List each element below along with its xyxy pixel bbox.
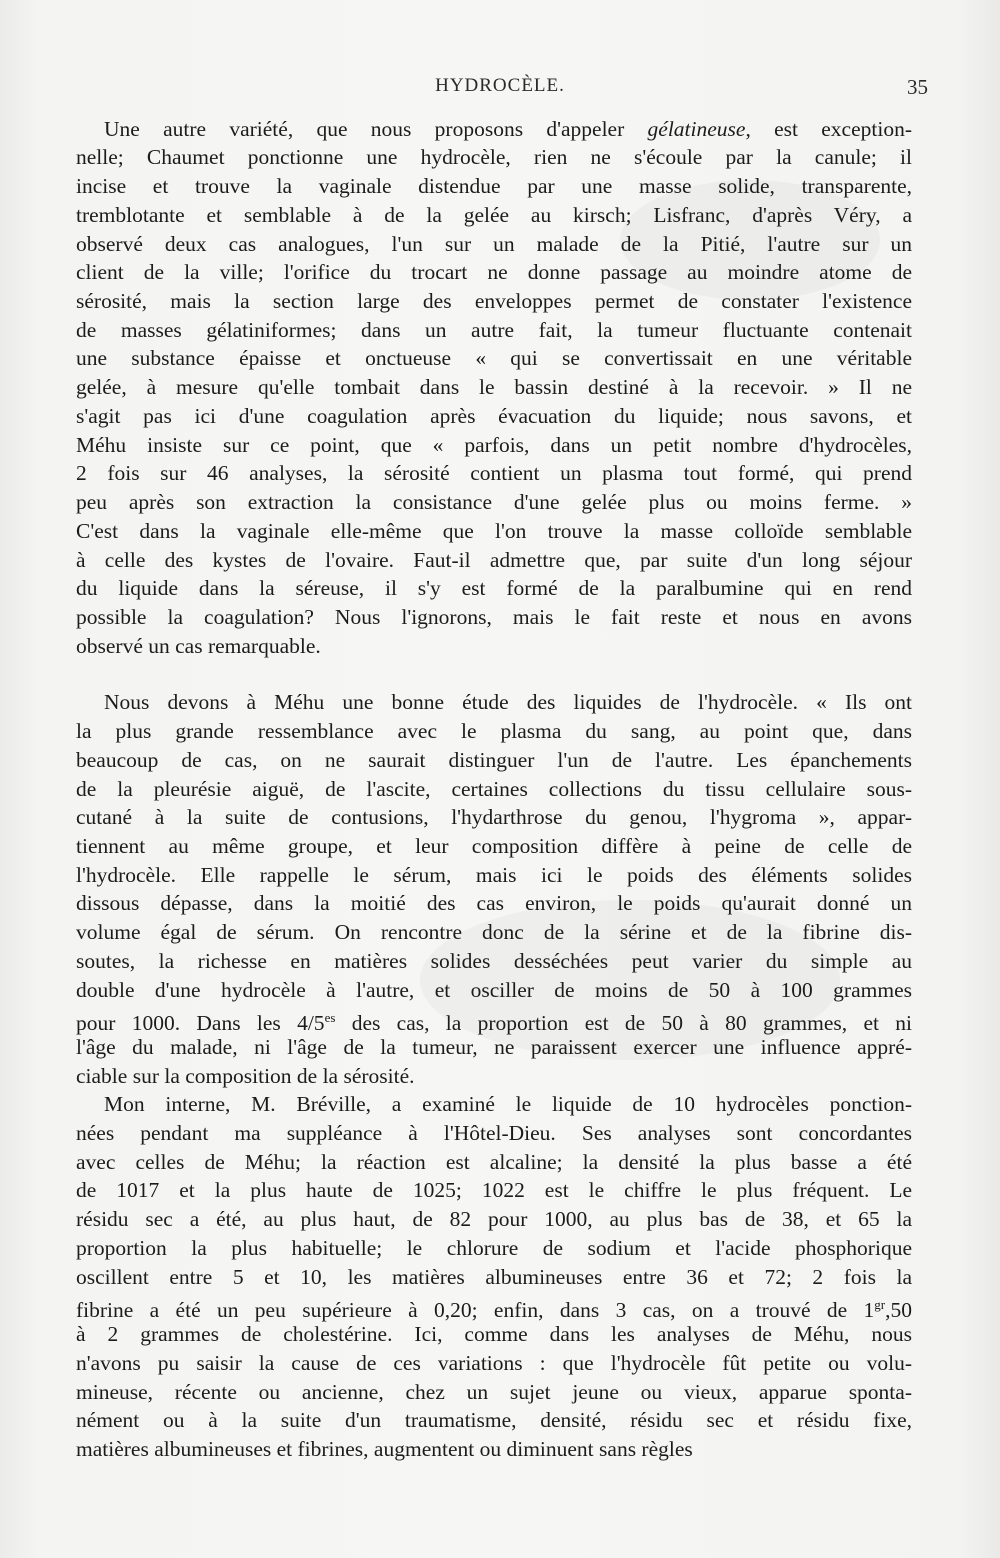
text-line: Méhu insiste sur ce point, que « parfois, dans un petit nombre d'hydrocèles,	[76, 433, 912, 457]
text-line: observé deux cas analogues, l'un sur un malade de la Pitié, l'autre sur un	[76, 232, 912, 256]
italic-term: gélatineuse	[647, 117, 746, 141]
text-line: de masses gélatiniformes; dans un autre fait, la tumeur fluctuante contenait	[76, 318, 912, 342]
text-line: observé un cas remarquable.	[76, 634, 321, 658]
text-line: de 1017 et la plus haute de 1025; 1022 est le chiffre le plus fréquent. Le	[76, 1178, 912, 1202]
text-line: tremblotante et semblable à de la gelée au kirsch; Lisfranc, d'après Véry, a	[76, 203, 912, 227]
text-line: à celle des kystes de l'ovaire. Faut-il admettre que, par suite d'un long séjour	[76, 548, 912, 572]
text-line: matières albumineuses et fibrines, augmentent ou diminuent sans règles	[76, 1437, 693, 1461]
text-line: une substance épaisse et onctueuse « qui se convertissait en une véritable	[76, 346, 912, 370]
text-line: du liquide dans la séreuse, il s'y est formé de la paralbumine qui en rend	[76, 576, 912, 600]
text-line: gelée, à mesure qu'elle tombait dans le bassin destiné à la recevoir. » Il ne	[76, 375, 912, 399]
page-header	[72, 72, 928, 102]
text-line: Une autre variété, que nous proposons d'appeler gélatineuse, est exception-	[104, 117, 912, 141]
text-line: l'hydrocèle. Elle rappelle le sérum, mais ici le poids des éléments solides	[76, 863, 912, 887]
text-line: client de la ville; l'orifice du trocart ne donne passage au moindre atome de	[76, 260, 912, 284]
text-line: résidu sec a été, au plus haut, de 82 pour 1000, au plus bas de 38, et 65 la	[76, 1207, 912, 1231]
running-head: HYDROCÈLE.	[435, 75, 565, 96]
text-line: volume égal de sérum. On rencontre donc de la sérine et de la fibrine dis-	[76, 920, 912, 944]
text-line: de la pleurésie aiguë, de l'ascite, certaines collections du tissu cellulaire sous-	[76, 777, 912, 801]
text-line: C'est dans la vaginale elle-même que l'on trouve la masse colloïde semblable	[76, 519, 912, 543]
text-line: la plus grande ressemblance avec le plasma du sang, au point que, dans	[76, 719, 912, 743]
text-line: s'agit pas ici d'une coagulation après évacuation du liquide; nous savons, et	[76, 404, 912, 428]
text-line: nelle; Chaumet ponctionne une hydrocèle, rien ne s'écoule par la canule; il	[76, 145, 912, 169]
text-line: mineuse, récente ou ancienne, chez un sujet jeune ou vieux, apparue sponta-	[76, 1380, 912, 1404]
text-line: n'avons pu saisir la cause de ces variations : que l'hydrocèle fût petite ou volu-	[76, 1351, 912, 1375]
text-line: dissous dépasse, dans la moitié des cas environ, le poids qu'aurait donné un	[76, 891, 912, 915]
text-line: Mon interne, M. Bréville, a examiné le liquide de 10 hydrocèles ponction-	[104, 1092, 912, 1116]
text-line: sérosité, mais la section large des enveloppes permet de constater l'existence	[76, 289, 912, 313]
text-line: ciable sur la composition de la sérosité.	[76, 1064, 415, 1088]
text-line: nées pendant ma suppléance à l'Hôtel-Dieu. Ses analyses sont concordantes	[76, 1121, 912, 1145]
text-line: tiennent au même groupe, et leur composition diffère à peine de celle de	[76, 834, 912, 858]
text-line: peu après son extraction la consistance d'une gelée plus ou moins ferme. »	[76, 490, 912, 514]
text-line: nément ou à la suite d'un traumatisme, densité, résidu sec et résidu fixe,	[76, 1408, 912, 1432]
text-line: à 2 grammes de cholestérine. Ici, comme dans les analyses de Méhu, nous	[76, 1322, 912, 1346]
text-line: incise et trouve la vaginale distendue par une masse solide, transparente,	[76, 174, 912, 198]
text-line: avec celles de Méhu; la réaction est alcaline; la densité la plus basse a été	[76, 1150, 912, 1174]
text-line: cutané à la suite de contusions, l'hydarthrose du genou, l'hygroma », appar-	[76, 805, 912, 829]
text-line: proportion la plus habituelle; le chlorure de sodium et l'acide phosphorique	[76, 1236, 912, 1260]
text-line: 2 fois sur 46 analyses, la sérosité contient un plasma tout formé, qui prend	[76, 461, 912, 485]
text-line: double d'une hydrocèle à l'autre, et osciller de moins de 50 à 100 grammes	[76, 978, 912, 1002]
text-line: beaucoup de cas, on ne saurait distinguer l'un de l'autre. Les épanchements	[76, 748, 912, 772]
text-line: l'âge du malade, ni l'âge de la tumeur, ne paraissent exercer une influence appré-	[76, 1035, 912, 1059]
text-line: pour 1000. Dans les $4/5^{es}$ des cas, la proportion est de 50 à 80 grammes, et ni	[76, 1010, 912, 1036]
text-line: Nous devons à Méhu une bonne étude des liquides de l'hydrocèle. « Ils ont	[104, 690, 912, 714]
text-line: possible la coagulation? Nous l'ignorons, mais le fait reste et nous en avons	[76, 605, 912, 629]
page-number: 35	[907, 75, 928, 99]
text-line: oscillent entre 5 et 10, les matières albumineuses entre 36 et 72; 2 fois la	[76, 1265, 912, 1289]
text-line: soutes, la richesse en matières solides desséchées peut varier du simple au	[76, 949, 912, 973]
text-line: fibrine a été un peu supérieure à 0,20; enfin, dans 3 cas, on a trouvé de $1^{gr},50$	[76, 1297, 912, 1323]
